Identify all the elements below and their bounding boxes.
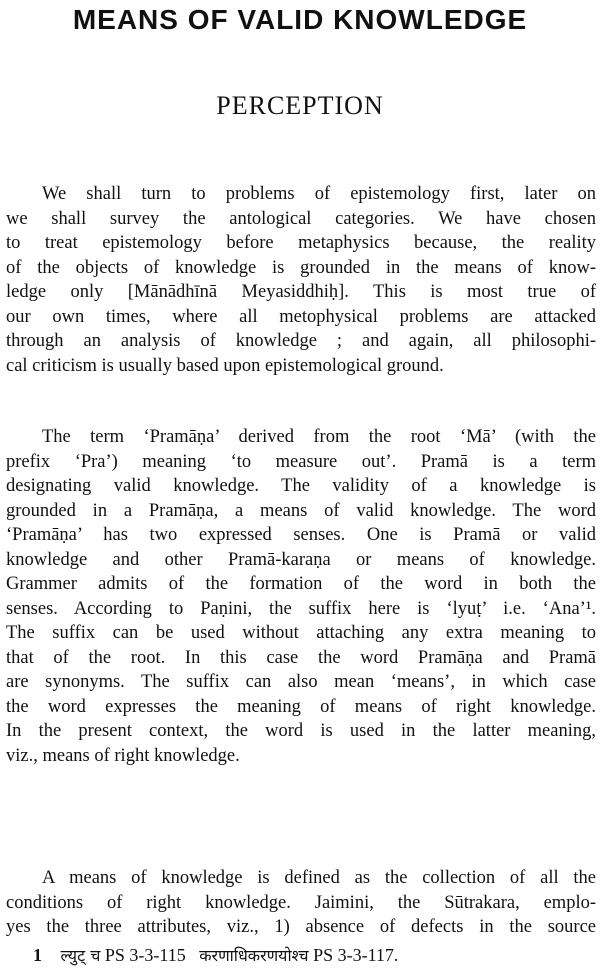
text-line: we shall survey the antological categories. We have chosen [6,208,596,229]
text-line: In the present context, the word is used in the latter meaning, [6,721,596,741]
footnote-ref-b: PS 3-3-117. [313,945,399,965]
text-line: The term ‘Pramāṇa’ derived from the root ‘Mā’ (with the [42,427,596,447]
footnote-sanskrit-a: ल्युट् च [60,946,101,965]
text-line: grounded in a Pramāṇa, a means of valid knowledge. The word [6,500,596,521]
text-line: ledge only [Mānādhīnā Meyasiddhiḥ]. This is most true of [6,282,596,302]
text-line: The suffix can be used without attaching any extra meaning to [6,623,596,643]
text-line: of the objects of knowledge is grounded in the means of know- [6,257,596,278]
text-line: ‘Pramāṇa’ has two expressed senses. One is Pramā or valid [6,525,596,545]
footnote-ref-a: PS 3-3-115 [104,945,186,965]
text-line: yes the three attributes, viz., 1) absence of defects in the source [6,917,596,937]
text-line: are synonyms. The suffix can also mean ‘means’, in which case [6,672,596,692]
text-line: to treat epistemology before metaphysics because, the reality [6,233,596,253]
text-line: senses. According to Paṇini, the suffix here is ‘lyuṭ’ i.e. ‘Ana’¹. [6,598,596,619]
text-line: prefix ‘Pra’) meaning ‘to measure out’. Pramā is a term [6,451,596,472]
text-line: cal criticism is usually based upon epistemological ground. [6,355,444,376]
footnote [33,944,593,966]
text-line: Grammer admits of the formation of the word in both the [6,574,596,594]
text-line: knowledge and other Pramā-karaṇa or means of knowledge. [6,549,596,570]
paragraph-3 [6,866,596,940]
footnote-sanskrit-b: करणाधिकरणयोश्च [199,946,309,965]
text-line: viz., means of right knowledge. [6,745,240,766]
text-line: designating valid knowledge. The validity of a knowledge is [6,476,596,496]
text-line: We shall turn to problems of epistemology first, later on [42,184,596,204]
paragraph-2 [6,425,596,768]
text-line: A means of knowledge is defined as the collection of all the [42,868,596,888]
footnote-number: 1 [33,945,42,965]
paragraph-1 [6,182,596,378]
section-title: PERCEPTION [216,91,384,120]
text-line: the word expresses the meaning of means of right knowledge. [6,696,596,717]
text-line: that of the root. In this case the word Pramāṇa and Pramā [6,647,596,668]
text-line: through an analysis of knowledge ; and again, all philosophi- [6,331,596,351]
text-line: conditions of right knowledge. Jaimini, the Sūtrakara, emplo- [6,892,596,913]
text-line: our own times, where all metophysical problems are attacked [6,306,596,327]
chapter-title: MEANS OF VALID KNOWLEDGE [72,4,528,35]
